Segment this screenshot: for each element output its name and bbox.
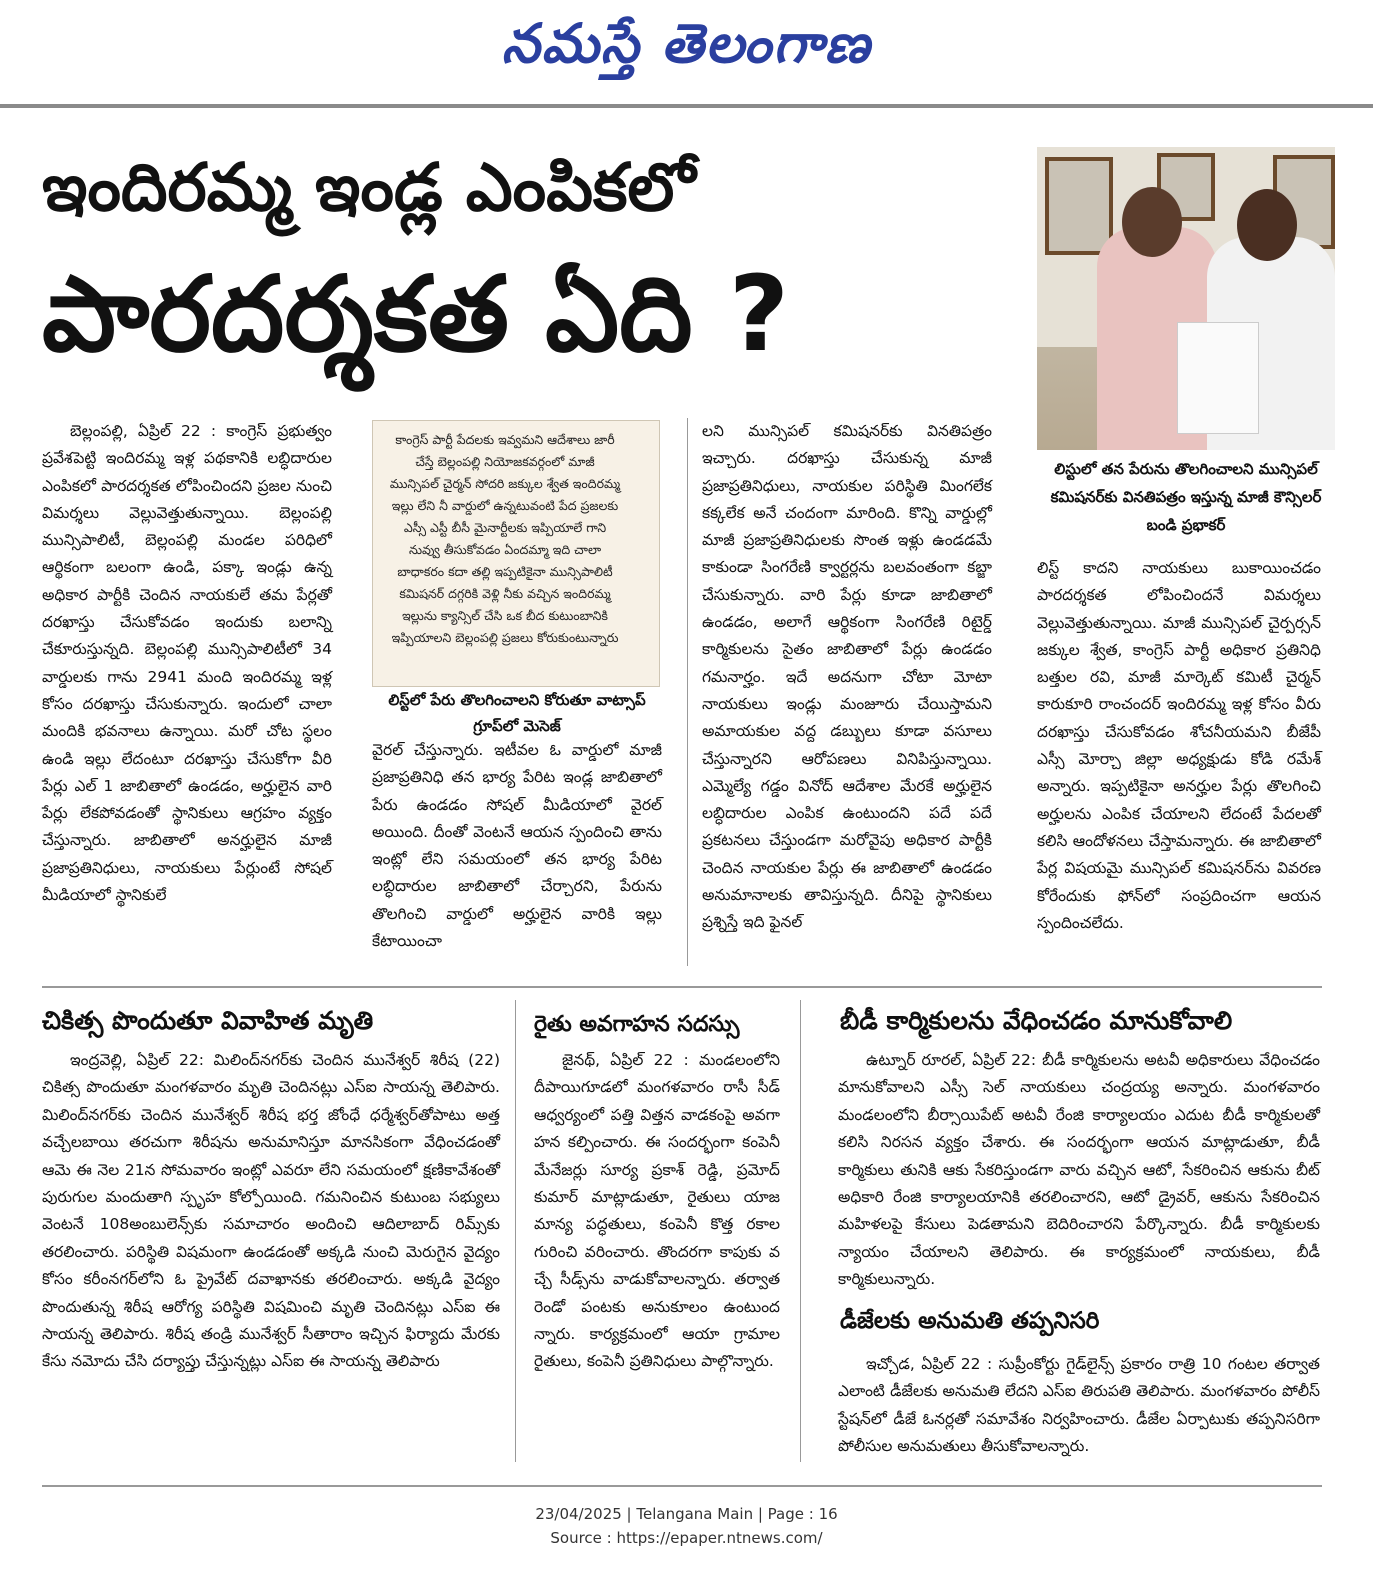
story3-body: జైనథ్, ఏప్రిల్ 22 : మండలంలోని దీపాయిగూడలో మంగళవారం రాసీ సీడ్ ఆధ్వర్యంలో పత్తి విత్తన వాడకంపై అవగా హన కల్పించారు. ఈ సందర్భంగా కంపెనీ మేనేజర్లు సూర్య ప్రకాశ్ రెడ్డి, ప్రమోద్ కుమార్ మాట్లాడుతూ, రైతులు యాజ మాన్య పద్ధతులు, కంపెనీ కొత్త రకాల గురించి వరించారు. తొందరగా కాపుకు వ చ్చే సీడ్స్‌ను వాడుకోవాలన్నారు. తర్వాత రెండో పంటకు అనుకూలం ఉంటుంద న్నారు. కార్యక్రమంలో ఆయా గ్రామాల రైతులు, కంపెనీ ప్రతినిధులు పాల్గొన్నారు. <box>534 1051 780 1371</box>
whatsapp-screenshot <box>372 420 660 687</box>
page-footer <box>0 1502 1373 1550</box>
main-headline-line1: ఇందిరమ్మ ఇండ్ల ఎంపికలో <box>42 149 696 226</box>
main-story-column-1 <box>42 418 332 909</box>
main-story-text-3: లని మున్సిపల్ కమిషనర్‌కు వినతిపత్రం ఇచ్చారు. దరఖాస్తు చేసుకున్న మాజీ ప్రజాప్రతినిధులు, నాయకుల పరిస్థితి మింగలేక కక్కలేక అనే చందంగా మారింది. కొన్ని వార్డుల్లో మాజీ ప్రజాప్రతినిధులకు సొంత ఇళ్లు ఉండడమే కాకుండా సింగరేణి క్వార్టర్లను బలవంతంగా కబ్జా చేసుకున్నారు. వారి పేర్లు కూడా జాబితాలో ఉండడం, అలాగే ఆర్థికంగా సింగరేణి రిటైర్డ్ కార్మికులను సైతం జాబితాలో పేర్లు ఉండడం గమనార్హం. ఇదే అదనుగా చోటా మోటా నాయకులు ఇండ్లు మంజూరు చేయిస్తామని అమాయకుల వద్ద డబ్బులు కూడా వసూలు చేస్తున్నారని ఆరోపణలు వినిపిస్తున్నాయి. ఎమ్మెల్యే గడ్డం వినోద్ ఆదేశాల మేరకే అర్హులైన లబ్ధిదారుల ఎంపిక ఉంటుందని పదే పదే ప్రకటనలు చేస్తుండగా మరోవైపు అధికార పార్టీకి చెందిన నాయకుల పేర్లు ఈ జాబితాలో ఉండడం అనుమానాలకు తావిస్తున్నది. దీనిపై స్థానికులు ప్రశ్నిస్తే ఇది ఫైనల్ <box>702 422 992 932</box>
story2-body: ఇంద్రవెల్లి, ఏప్రిల్ 22: మిలింద్‌నగర్‌కు చెందిన మునేశ్వర్ శిరీష (22) చికిత్స పొందుతూ మంగళవారం మృతి చెందినట్లు ఎస్ఐ సాయన్న తెలిపారు. మిలింద్‌నగర్‌కు చెందిన మునేశ్వర్ శిరీష భర్త జోంధే ధర్మేశ్వర్‌తోపాటు అత్త వచ్చేలబాయి తరచుగా శిరీషను అనుమానిస్తూ మానసికంగా వేధించడంతో ఆమె ఈ నెల 21న సోమవారం ఇంట్లో ఎవరూ లేని సమయంలో క్షణికావేశంతో పురుగుల మందుతాగి స్పృహ కోల్పోయింది. గమనించిన కుటుంబ సభ్యులు వెంటనే 108అంబులెన్స్‌కు సమాచారం అందించి ఆదిలాబాద్ రిమ్స్‌కు తరలించారు. పరిస్థితి విషమంగా ఉండడంతో అక్కడి నుంచి మెరుగైన వైద్యం కోసం కరీంనగర్‌లోని ఓ ప్రైవేట్ దవాఖానకు తరలించారు. అక్కడి వైద్యం పొందుతున్న శిరీష ఆరోగ్య పరిస్థితి విషమించి మృతి చెందినట్లు ఎస్ఐ ఈ సాయన్న తెలిపారు. శిరీష తండ్రి మునేశ్వర్ సీతారాం ఇచ్చిన ఫిర్యాదు మేరకు కేసు నమోదు చేసి దర్యాప్తు చేస్తున్నట్లు ఎస్ఐ ఈ సాయన్న తెలిపారు <box>42 1051 500 1371</box>
main-story-text-1: బెల్లంపల్లి, ఏప్రిల్ 22 : కాంగ్రెస్ ప్రభుత్వం ప్రవేశపెట్టి ఇందిరమ్మ ఇళ్ల పథకానికి లబ్ధిదారుల ఎంపికలో పారదర్శకత లోపించిందని ప్రజల నుంచి విమర్శలు వెల్లువెత్తుతున్నాయి. బెల్లంపల్లి మున్సిపాలిటీ, బెల్లంపల్లి మండల పరిధిలో ఆర్థికంగా బలంగా ఉండి, పక్కా ఇండ్లు ఉన్న అధికార పార్టీకి చెందిన నాయకులే తమ పేర్లతో దరఖాస్తు చేసుకోవడం ఇందుకు బలాన్ని చేకూరుస్తున్నది. బెల్లంపల్లి మున్సిపాలిటీలో 34 వార్డులకు గాను 2941 మంది ఇందిరమ్మ ఇళ్ల కోసం దరఖాస్తు చేసుకున్నారు. ఇందులో చాలా మందికి భవనాలు ఉన్నాయి. మరో చోట స్థలం ఉండి ఇల్లు లేదంటూ దరఖాస్తు చేసుకోగా వీరి పేర్లు ఎల్ 1 జాబితాలో ఉండడం, అర్హులైన వారి పేర్లు లేకపోవడంతో స్థానికులు ఆగ్రహం వ్యక్తం చేస్తున్నారు. జాబితాలో అనర్హులైన మాజీ ప్రజాప్రతినిధులు, నాయకులు పేర్లుంటే సోషల్ మీడియాలో స్థానికులే <box>42 422 332 905</box>
masthead <box>0 0 1373 100</box>
story5-body: ఇచ్చోడ, ఏప్రిల్ 22 : సుప్రీంకోర్టు గైడ్‌లైన్స్ ప్రకారం రాత్రి 10 గంటల తర్వాత ఎలాంటి డీజేలకు అనుమతి లేదని ఎస్ఐ తిరుపతి తెలిపారు. మంగళవారం పోలీస్ స్టేషన్‌లో డీజే ఓనర్లతో సమావేశం నిర్వహించారు. డీజేల ఏర్పాటుకు తప్పనిసరిగా పోలీసుల అనుమతులు తీసుకోవాలన్నారు. <box>838 1355 1320 1456</box>
main-headline-line2: పారదర్శకత ఏది ? <box>42 253 790 375</box>
story4-body: ఉట్నూర్ రూరల్, ఏప్రిల్ 22: బీడీ కార్మికులను అటవీ అధికారులు వేధించడం మానుకోవాలని ఎస్సీ సెల్ నాయకులు చంద్రయ్య అన్నారు. మంగళవారం మండలంలోని బీర్సాయిపేట్ అటవీ రేంజి కార్యాలయం ఎదుట బీడీ కార్మికులతో కలిసి నిరసన వ్యక్తం చేశారు. ఈ సందర్భంగా ఆయన మాట్లాడుతూ, బీడీ కార్మికులు తునికి ఆకు సేకరిస్తుండగా వారు వచ్చిన ఆటో, సేకరించిన ఆకును బీట్ అధికారి రేంజి కార్యాలయానికి తరలించారని, ఆటో డ్రైవర్, ఆకును సేకరించిన మహిళలపై కేసులు పెడతామని బెదిరించారని పేర్కొన్నారు. బీడీ కార్మికులకు న్యాయం చేయాలని తెలిపారు. ఈ కార్యక్రమంలో నాయకులు, బీడీ కార్మికులున్నారు. <box>838 1051 1320 1289</box>
main-story-text-4: లిస్ట్ కాదని నాయకులు బుకాయించడం పారదర్శకత లోపించిందనే విమర్శలు వెల్లువెత్తుతున్నాయి. మాజీ మున్సిపల్ చైర్పర్సన్ జక్కుల శ్వేత, కాంగ్రెస్ పార్టీ అధికార ప్రతినిధి బత్తుల రవి, మాజీ మార్కెట్ కమిటీ చైర్మన్ కారుకూరి రాంచందర్ ఇందిరమ్మ ఇళ్ల కోసం వీరు దరఖాస్తు చేసుకోవడం శోచనీయమని బీజేపీ ఎస్సీ మోర్చా జిల్లా అధ్యక్షుడు కోడి రమేశ్ అన్నారు. ఇప్పటికైనా అనర్హుల పేర్లు తొలగించి అర్హులను ఎంపిక చేయాలని లేదంటే పేదలతో కలిసి ఆందోళనలు చేస్తామన్నారు. ఈ జాబితాలో పేర్ల విషయమై మున్సిపల్ కమిషనర్‌ను వివరణ కోరేందుకు ఫోన్‌లో సంప్రదించగా ఆయన స్పందించలేదు. <box>1037 559 1321 932</box>
footer-date-line: 23/04/2025 | Telangana Main | Page : 16 <box>535 1505 838 1523</box>
story4-body-column <box>838 1047 1320 1294</box>
story3-headline: రైతు అవగాహన సదస్సు <box>534 1012 740 1037</box>
footer-source-line[interactable]: Source : https://epaper.ntnews.com/ <box>550 1529 823 1547</box>
story2-headline: చికిత్స పొందుతూ వివాహిత మృతి <box>42 1006 374 1035</box>
story3-body-column <box>534 1047 780 1376</box>
story2-body-column <box>42 1047 500 1376</box>
whatsapp-message-text: కాంగ్రెస్ పార్టీ పేదలకు ఇవ్వమని ఆదేశాలు జారీ చేస్తే బెల్లంపల్లి నియోజకవర్గంలో మాజీ మున్సిపల్ చైర్మన్ సోదరి జక్కుల శ్వేత ఇందిరమ్మ ఇల్లు లేని నీ వార్డులో ఉన్నటువంటి పేద ప్రజలకు ఎస్సీ ఎస్టీ బీసీ మైనార్టీలకు ఇప్పియాలే గాని నువ్వు తీసుకోవడం ఏందమ్మా ఇది చాలా బాధాకరం కదా తల్లి ఇప్పటికైనా మున్సిపాలిటీ కమిషనర్ దగ్గరికి వెళ్లి నీకు వచ్చిన ఇందిరమ్మ ఇల్లును క్యాన్సిల్ చేసి ఒక బీద కుటుంబానికి ఇప్పియాలని బెల్లంపల్లి ప్రజలు కోరుకుంటున్నారు <box>389 432 621 645</box>
news-photo <box>1037 147 1335 450</box>
section-divider <box>42 986 1322 988</box>
photo-caption: లిస్టులో తన పేరును తొలగించాలని మున్సిపల్ కమిషనర్‌కు వినతిపత్రం ఇస్తున్న మాజీ కౌన్సిలర్ బండి ప్రభాకర్ <box>1050 460 1322 534</box>
screenshot-caption: లిస్ట్‌లో పేరు తొలగించాలని కోరుతూ వాట్సాప్ గ్రూప్‌లో మెసెజ్ <box>388 691 646 735</box>
column-divider <box>800 1000 801 1462</box>
story5-headline: డీజేలకు అనుమతి తప్పనిసరి <box>840 1308 1100 1334</box>
masthead-divider <box>0 104 1373 108</box>
main-story-text-2: వైరల్ చేస్తున్నారు. ఇటీవల ఓ వార్డులో మాజీ ప్రజాప్రతినిధి తన భార్య పేరిట ఇండ్ల జాబితాలో పేరు ఉండడం సోషల్ మీడియాలో వైరల్ అయింది. దీంతో వెంటనే ఆయన స్పందించి తాను ఇంట్లో లేని సమయంలో తన భార్య పేరిట లబ్ధిదారుల జాబితాలో చేర్చారని, పేరును తొలగించి వార్డులో అర్హులైన వారికి ఇల్లు కేటాయించా <box>372 741 662 951</box>
main-story-column-4 <box>1037 555 1321 937</box>
footer-divider <box>42 1485 1322 1487</box>
column-divider <box>687 418 688 966</box>
story4-headline: బీడీ కార్మికులను వేధించడం మానుకోవాలి <box>840 1006 1233 1035</box>
story5-body-column <box>838 1351 1320 1461</box>
main-story-column-3 <box>702 418 992 937</box>
masthead-title: నమస్తే తెలంగాణ <box>501 11 872 75</box>
column-divider <box>515 1000 516 1462</box>
main-story-column-2 <box>372 737 662 955</box>
